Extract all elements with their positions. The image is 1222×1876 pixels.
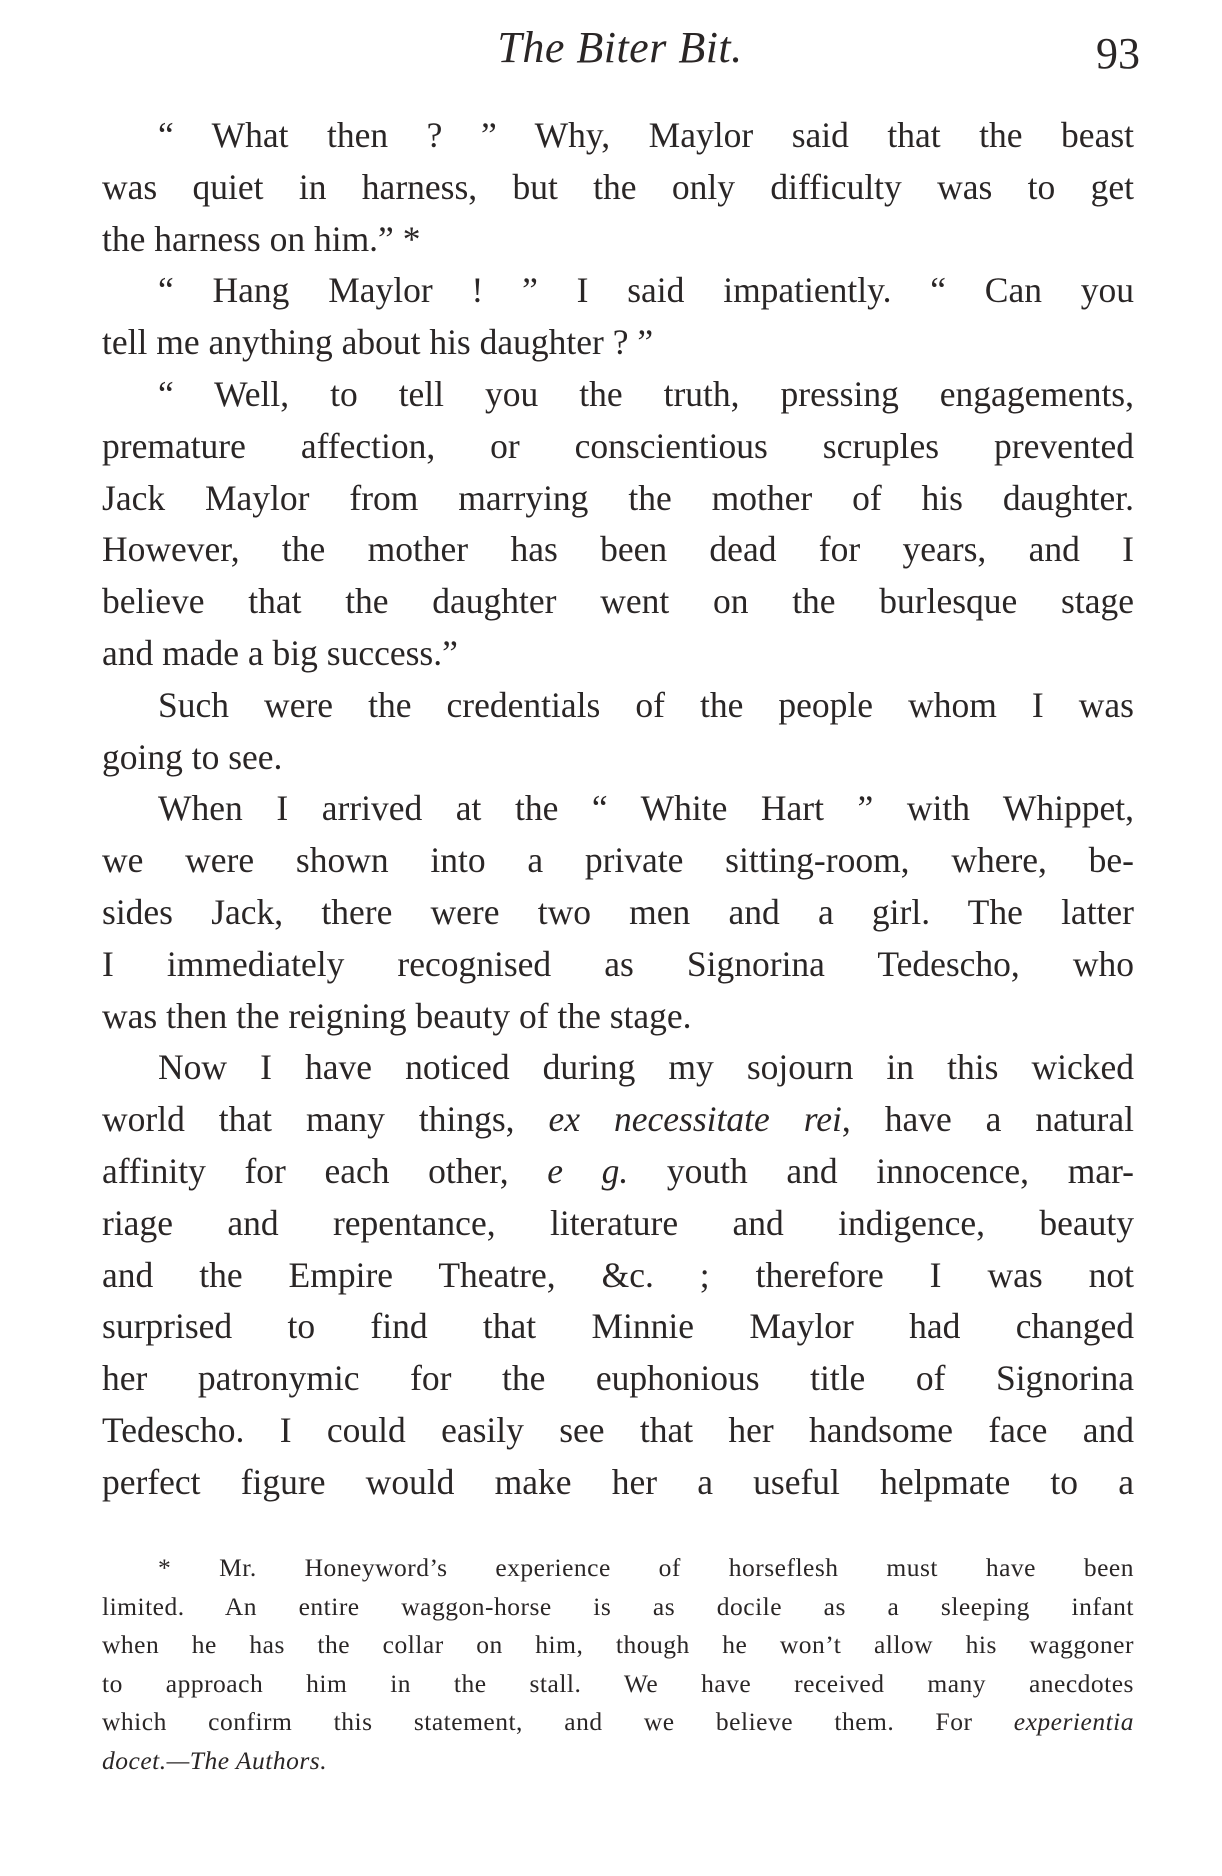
text-run: world that many things, [102, 1099, 549, 1140]
text-line: When I arrived at the “ White Hart ” with Whippet, [158, 788, 1134, 829]
page-number: 93 [1096, 29, 1140, 78]
footnote-line: limited. An entire waggon-horse is as docile as a sleeping infant [102, 1591, 1134, 1621]
footnote [102, 1549, 1134, 1781]
text-line: premature affection, or conscientious scruples prevented [102, 425, 1134, 466]
text-line: riage and repentance, literature and indigence, beauty [102, 1202, 1134, 1243]
page-header [100, 22, 1140, 92]
text-run: which confirm this statement, and we believe them. For [102, 1707, 1014, 1737]
text-run: , have a natural [841, 1099, 1134, 1140]
text-line: surprised to find that Minnie Maylor had changed [102, 1306, 1134, 1347]
text-line: Tedescho. I could easily see that her handsome face and [102, 1409, 1134, 1450]
italic-phrase: ex necessitate rei [548, 1099, 842, 1140]
italic-phrase: e g. [547, 1150, 629, 1191]
text-line: sides Jack, there were two men and a girl. The latter [102, 891, 1134, 932]
italic-phrase: experientia [1013, 1707, 1134, 1737]
text-line: Now I have noticed during my sojourn in this wicked [158, 1047, 1134, 1088]
text-line: and the Empire Theatre, &c. ; therefore I was not [102, 1254, 1134, 1295]
text-line: the harness on him.” * [102, 218, 421, 259]
text-line: “ What then ? ” Why, Maylor said that the beast [158, 115, 1134, 155]
text-line: was quiet in harness, but the only difficulty was to get [102, 166, 1134, 207]
text-line [102, 1146, 1134, 1198]
text-run: youth and innocence, mar- [628, 1150, 1134, 1191]
text-line: “ Well, to tell you the truth, pressing engagements, [158, 373, 1134, 414]
text-line: her patronymic for the euphonious title of Signorina [102, 1358, 1134, 1399]
text-line: Such were the credentials of the people whom I was [158, 684, 1134, 725]
text-line [102, 1094, 1134, 1146]
body-text [102, 110, 1134, 1509]
text-line: perfect figure would make her a useful helpmate to a [102, 1461, 1134, 1502]
text-line: we were shown into a private sitting-room, where, be- [102, 840, 1134, 881]
text-line: tell me anything about his daughter ? ” [102, 322, 654, 363]
running-title: The Biter Bit. [497, 23, 743, 72]
text-line: believe that the daughter went on the burlesque stage [102, 581, 1134, 622]
text-line: and made a big success.” [102, 632, 458, 673]
footnote-line: when he has the collar on him, though he won’t allow his waggoner [102, 1630, 1134, 1660]
text-line: Jack Maylor from marrying the mother of his daughter. [102, 477, 1134, 518]
text-line: “ Hang Maylor ! ” I said impatiently. “ Can you [158, 270, 1134, 311]
text-line: However, the mother has been dead for years, and I [102, 529, 1134, 570]
text-line: going to see. [102, 736, 283, 777]
text-line: was then the reigning beauty of the stage. [102, 995, 692, 1036]
italic-phrase: docet.—The Authors. [102, 1745, 328, 1775]
footnote-line: * Mr. Honeyword’s experience of horseflesh must have been [158, 1553, 1134, 1582]
footnote-line [102, 1703, 1134, 1742]
footnote-line [102, 1742, 1134, 1781]
text-line: I immediately recognised as Signorina Tedescho, who [102, 943, 1134, 984]
footnote-line: to approach him in the stall. We have received many anecdotes [102, 1668, 1134, 1698]
text-run: affinity for each other, [102, 1150, 548, 1191]
